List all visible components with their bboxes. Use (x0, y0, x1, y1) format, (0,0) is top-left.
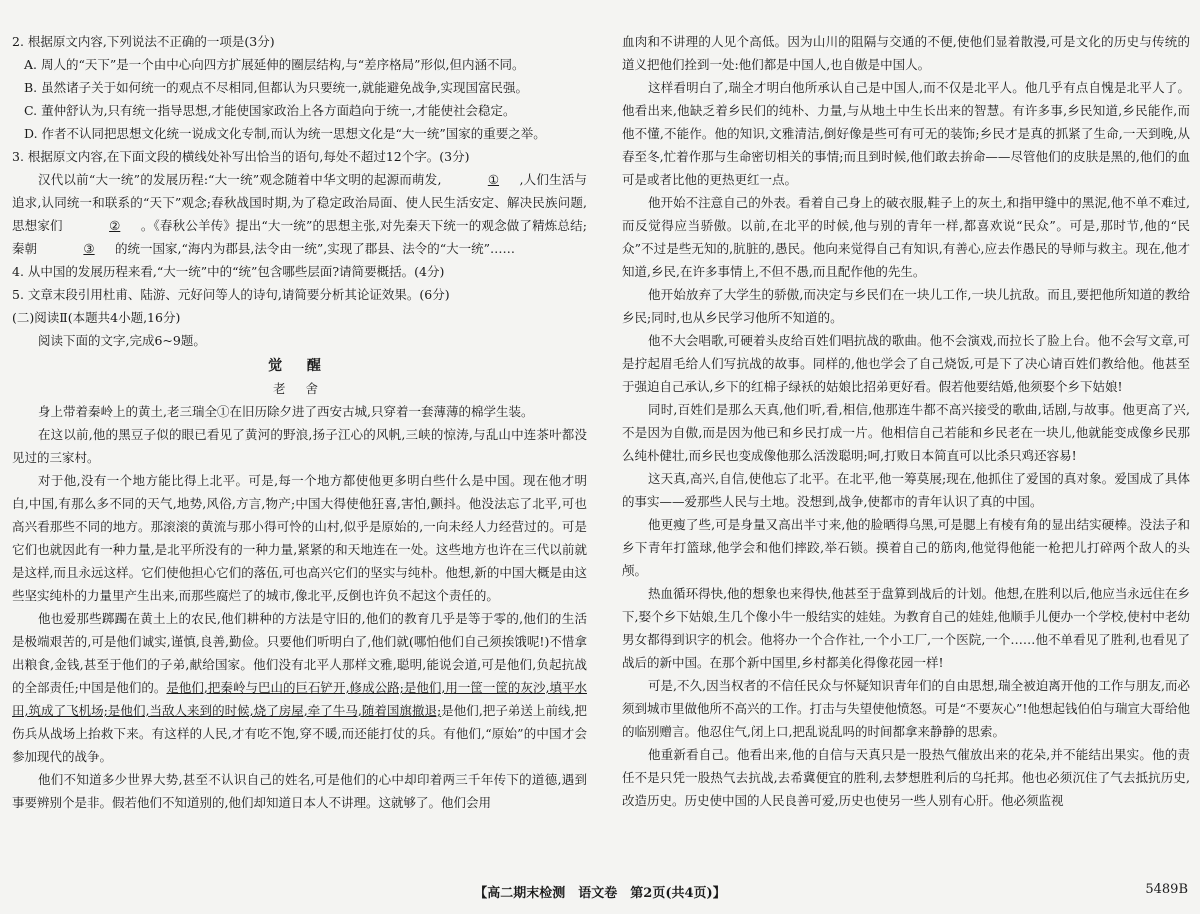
story-paragraph-8: 他开始不注意自己的外表。看着自己身上的破衣服,鞋子上的灰土,和指甲缝中的黑泥,他不单不难过,而反觉得应当骄傲。以前,在北平的时候,他与别的青年一样,都喜欢说“民众”。可是,那时节,他的“民众”不过是些无知的,肮脏的,愚民。他向来觉得自己有知识,有善心,应去作愚民的导师与救主。现在,他才知道,乡民,在许多事情上,不但不愚,而且配作他的先生。 (622, 195, 1190, 279)
q5: 5. 文章末段引用杜甫、陆游、元好问等人的诗句,请简要分析其论证效果。(6分) (12, 287, 450, 302)
underlined-passage: 是他们,把秦岭与巴山的巨石铲开,修成公路;是他们,用一筐一筐的灰沙,填平水田,筑成了飞机场;是他们,当敌人来到的时候,烧了房屋,牵了牛马,随着国旗撤退; (12, 680, 587, 718)
story-paragraph-11: 同时,百姓们是那么天真,他们听,看,相信,他那连牛都不高兴接受的歌曲,话剧,与故事。他更高了兴,不是因为自傲,而是因为他已和乡民打成一片。他相信自己若能和乡民老在一块儿,他就能变成像乡民那么纯朴健壮,而乡民也变成像他那么活泼聪明;呵,打败日本简直可以比杀只鸡还容易! (622, 402, 1190, 463)
q3-stem: 3. 根据原文内容,在下面文段的横线处补写出恰当的语句,每处不超过12个字。(3分) (12, 149, 470, 164)
story-paragraph-7: 这样看明白了,瑞全才明白他所承认自己是中国人,而不仅是北平人。他几乎有点自愧是北平人了。他看出来,他缺乏着乡民们的纯朴、力量,与从地土中生长出来的智慧。有许多事,乡民知道,乡民能作,而他不懂,不能作。他的知识,文雅清洁,倒好像是些可有可无的装饰;乡民才是真的抓紧了生命,一天到晚,从春至冬,忙着作那与生命密切相关的事情;而且到时候,他们敢去拚命——尽管他们的皮肤是黑的,他们的血可是或者比他的更热更红一点。 (622, 80, 1190, 187)
story-title: 觉 醒 (268, 358, 331, 374)
left-column (12, 30, 587, 814)
blank-1: ① (487, 172, 500, 187)
story-paragraph-1: 身上带着秦岭上的黄土,老三瑞全①在旧历除夕进了西安古城,只穿着一套薄薄的棉学生装。 (38, 404, 534, 419)
story-paragraph-12: 这天真,高兴,自信,使他忘了北平。在北平,他一筹莫展;现在,他抓住了爱国的真对象。爱国成了具体的事实——爱那些人民与土地。没想到,战争,使都市的青年认识了真的中国。 (622, 471, 1190, 509)
q2-option-b: B. 虽然诸子关于如何统一的观点不尽相同,但都认为只要统一,就能避免战争,实现国富民强。 (24, 80, 529, 95)
story-paragraph-14: 热血循环得快,他的想象也来得快,他甚至于盘算到战后的计划。他想,在胜利以后,他应当永远住在乡下,娶个乡下姑娘,生几个像小牛一般结实的娃娃。为教育自己的娃娃,他顺手儿便办一个学校,使村中老幼男女都得到识字的机会。他将办一个合作社,一个小工厂,一个医院,一个……他不单看见了胜利,也看见了战后的新中国。在那个新中国里,乡村都美化得像花园一样! (622, 586, 1190, 670)
story-paragraph-4: 他也爱那些踯躅在黄土上的农民,他们耕种的方法是守旧的,他们的教育几乎是等于零的,他们的生活是极端艰苦的,可是他们诚实,谨慎,良善,勤俭。只要他们听明白了,他们就(哪怕他们自己须挨饿呢!)不惜拿出粮食,金钱,甚至于他们的子弟,献给国家。他们没有北平人那样文雅,聪明,能说会道,可是他们,负起抗战的全部责任;中国是他们的。是他们,把秦岭与巴山的巨石铲开,修成公路;是他们,用一筐一筐的灰沙,填平水田,筑成了飞机场;是他们,当敌人来到的时候,烧了房屋,牵了牛马,随着国旗撤退;是他们,把子弟送上前线,把伤兵从战场上抬救下来。有这样的人民,才有吃不饱,穿不暖,而还能打仗的兵。有他们,“原始”的中国才会参加现代的战争。 (12, 611, 588, 764)
q2-option-a: A. 周人的“天下”是一个由中心向四方扩展延伸的圈层结构,与“差序格局”形似,但内涵不同。 (24, 57, 525, 72)
right-column (622, 30, 1190, 812)
q3-passage: 汉代以前“大一统”的发展历程:“大一统”观念随着中华文明的起源而萌发, ① ,人们生活与追求,认同统一和联系的“天下”观念;春秋战国时期,为了稳定政治局面、使人民生活安定、解决民族问题,思想家们 ② 。《春秋公羊传》提出“大一统”的思想主张,对先秦天下统一的观念做了精炼总结;秦朝 ③ 的统一国家,“海内为郡县,法令由一统”,实现了郡县、法令的“大一统”…… (12, 168, 587, 260)
q4: 4. 从中国的发展历程来看,“大一统”中的“统”包含哪些层面?请简要概括。(4分) (12, 264, 445, 279)
story-paragraph-5: 他们不知道多少世界大势,甚至不认识自己的姓名,可是他们的心中却印着两三千年传下的道德,遇到事要辨别个是非。假若他们不知道别的,他们却知道日本人不讲理。这就够了。他们会用 (12, 772, 587, 810)
story-paragraph-3: 对于他,没有一个地方能比得上北平。可是,每一个地方都使他更多明白些什么是中国。现在他才明白,中国,有那么多不同的天气,地势,风俗,方言,物产;中国大得使他狂喜,害怕,颤抖。他没法忘了北平,可也高兴看那些不同的地方。那滚滚的黄流与那小得可怜的山村,似乎是原始的,一向未经人力经营过的。可是它们也就因此有一种力量,是北平所没有的一种力量,紧紧的和天地连在一处。这些地方也许在三代以前就是这样,而且永远这样。它们使他担心它们的落伍,可也高兴它们的坚实与纯朴。他想,新的中国大概是由这些坚实纯朴的力量里产生出来,而那些腐烂了的城市,像北平,反倒也许负不起这个责任的。 (12, 473, 587, 603)
q2-option-d: D. 作者不认同把思想文化统一说成文化专制,而认为统一思想文化是“大一统”国家的重要之举。 (24, 126, 546, 141)
q2-stem: 2. 根据原文内容,下列说法不正确的一项是(3分) (12, 34, 275, 49)
story-paragraph-13: 他更瘦了些,可是身量又高出半寸来,他的脸晒得乌黑,可是腮上有棱有角的显出结实硬棒。没法子和乡下青年打篮球,他学会和他们摔跤,举石锁。摸着自己的筋肉,他觉得他能一枪把儿打碎两个敌人的头颅。 (622, 517, 1190, 578)
story-author: 老 舍 (273, 381, 326, 396)
story-paragraph-16: 他重新看自己。他看出来,他的自信与天真只是一股热气催放出来的花朵,并不能结出果实。他的责任不是只凭一股热气去抗战,去希冀便宜的胜利,去梦想胜利后的乌托邦。他也必须沉住了气去抵抗历史,改造历史。历史使中国的人民良善可爱,历史也使另一些人别有心肝。他必须监视 (622, 747, 1190, 808)
reading-instruction: 阅读下面的文字,完成6~9题。 (38, 333, 206, 348)
exam-code: 5489B (1145, 882, 1188, 897)
story-paragraph-15: 可是,不久,因当权者的不信任民众与怀疑知识青年们的自由思想,瑞全被迫离开他的工作与朋友,而必须到城市里做他所不高兴的工作。打击与失望使他愤怒。可是“不要灰心”!他想起钱伯伯与瑞宣大哥给他的临别赠言。他忍住气,闭上口,把乱说乱吗的时间都拿来静静的思索。 (622, 678, 1190, 739)
story-paragraph-2: 在这以前,他的黑豆子似的眼已看见了黄河的野浪,扬子江心的风帆,三峡的惊涛,与乱山中连茶叶都没见过的三家村。 (12, 427, 587, 465)
story-paragraph-10: 他不大会唱歌,可硬着头皮给百姓们唱抗战的歌曲。他不会演戏,而拉长了脸上台。他不会写文章,可是拧起眉毛给人们写抗战的故事。同样的,他也学会了自己烧饭,可是下了决心请百姓们教给他。他甚至于强迫自己承认,乡下的红棉子绿袄的姑娘比招弟更好看。假若他要结婚,他须娶个乡下姑娘! (622, 333, 1190, 394)
section-heading: (二)阅读Ⅱ(本题共4小题,16分) (12, 310, 181, 325)
blank-3: ③ (83, 241, 95, 256)
q2-option-c: C. 董仲舒认为,只有统一指导思想,才能使国家政治上各方面趋向于统一,才能使社会稳定。 (24, 103, 516, 118)
story-paragraph-6: 血肉和不讲理的人见个高低。因为山川的阻隔与交通的不便,使他们显着散漫,可是文化的历史与传统的道义把他们拴到一处:他们都是中国人,也自傲是中国人。 (622, 34, 1190, 72)
page-footer: 【高二期末检测 语文卷 第2页(共4页)】 (474, 886, 726, 901)
story-paragraph-9: 他开始放弃了大学生的骄傲,而决定与乡民们在一块儿工作,一块儿抗敌。而且,要把他所知道的教给乡民;同时,也从乡民学习他所不知道的。 (622, 287, 1190, 325)
blank-2: ② (109, 218, 121, 233)
